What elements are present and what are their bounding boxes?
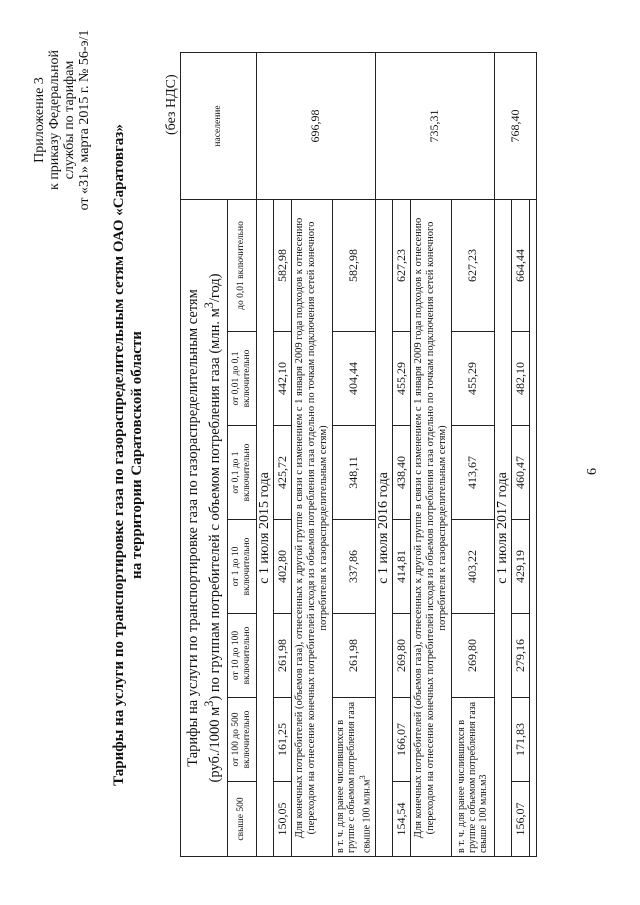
main-header-line-1: Тарифы на услуги по транспортировке газа по газораспределительным сетям [185,289,201,767]
tariff-value: 269,80 [392,614,410,698]
period-label: с 1 июля 2015 года [256,199,273,856]
tariff-value: 161,25 [273,698,291,782]
tariff-value: 429,19 [511,520,529,614]
column-header: от 1 до 10 включительно [227,520,256,614]
tariff-value: 156,07 [511,782,529,857]
vat-note: (без НДС) [164,74,179,135]
subgroup-value: 261,98 [332,614,375,698]
main-header-text: ) по группам потребителей с объемом потребления газа (млн. м [206,308,223,701]
population-value: 696,98 [256,52,375,199]
main-header-line-2 [201,206,223,850]
tariff-value: 627,23 [392,199,410,331]
title-line-2: на территории Саратовской области [129,331,145,579]
document-title [110,35,146,875]
subgroup-value: 337,86 [332,520,375,614]
column-header: от 0,1 до 1 включительно [227,426,256,520]
column-header: от 0,01 до 0,1 включительно [227,332,256,426]
tariff-value: 664,44 [511,199,529,331]
superscript: 3 [202,302,216,309]
tariff-value: 261,98 [273,614,291,698]
subgroup-label-text: в т. ч. для ранее числившихся в группе с объемом потребления газа свыше 100 млн.м3 [456,701,490,853]
main-header-text: (руб./1000 м [206,706,223,783]
superscript: 3 [202,700,216,707]
column-header: от 100 до 500 включительно [227,698,256,782]
appendix-line: службы по тарифам [62,60,77,180]
subgroup-value: 404,44 [332,332,375,426]
tariff-value: 482,10 [511,332,529,426]
subgroup-label [332,698,375,857]
tariff-value: 150,05 [273,782,291,857]
population-header: население [181,52,257,199]
document-rotated [10,15,630,895]
subgroup-value: 348,11 [332,426,375,520]
period-label: с 1 июля 2017 года [494,199,511,856]
empty-row [529,199,536,856]
population-value: 735,31 [375,52,494,199]
tariff-value: 582,98 [273,199,291,331]
tariff-value: 438,40 [392,426,410,520]
tariff-value: 171,83 [511,698,529,782]
appendix-line: от «31» марта 2015 г. № 56-э/1 [77,29,92,211]
tariff-value: 166,07 [392,698,410,782]
superscript: 3 [358,775,368,780]
tariff-value: 154,54 [392,782,410,857]
subgroup-value: 582,98 [332,199,375,331]
tariff-value: 279,16 [511,614,529,698]
appendix-line: к приказу Федеральной [47,50,62,190]
appendix-line: Приложение 3 [32,77,47,163]
population-value: 768,40 [494,52,536,199]
main-header-text: /год) [206,273,223,303]
tariff-value: 460,47 [511,426,529,520]
tariff-value: 414,81 [392,520,410,614]
title-line-1: Тарифы на услуги по транспортировке газа по газораспределительным сетям ОАО «Саратовгаз» [111,124,127,786]
page-number: 6 [585,468,600,475]
column-header: свыше 500 [227,782,256,857]
column-header: до 0,01 включительно [227,199,256,331]
subgroup-value: 455,29 [451,332,494,426]
tariff-value: 425,72 [273,426,291,520]
period-label: с 1 июля 2016 года [375,199,392,856]
subgroup-label-text: в т. ч. для ранее числившихся в группе с объемом потребления газа свыше 100 млн.м [335,701,373,853]
reclassification-note: Для конечных потребителей (объемов газа), отнесенных к другой группе в связи с изменением с 1 января 2009 года подходов к отнесению (переходом на отнесение конечных потребителей исходя из объемов потребления газа отдельно по точкам подключения сетей конечного потребителя к газораспределительным сетям) [291,199,332,856]
tariff-value: 455,29 [392,332,410,426]
subgroup-value: 403,22 [451,520,494,614]
reclassification-note: Для конечных потребителей (объемов газа), отнесенных к другой группе в связи с изменением с 1 января 2009 года подходов к отнесению (переходом на отнесение конечных потребителей исходя из объемов потребления газа отдельно по точкам подключения сетей конечного потребителя к газораспределительным сетям) [410,199,451,856]
tariff-value: 442,10 [273,332,291,426]
tariff-value: 402,80 [273,520,291,614]
column-header: от 10 до 100 включительно [227,614,256,698]
appendix-reference [32,25,92,215]
subgroup-value: 413,67 [451,426,494,520]
tariff-table [180,52,537,857]
main-header [181,199,228,856]
subgroup-value: 269,80 [451,614,494,698]
subgroup-value: 627,23 [451,199,494,331]
subgroup-label [451,698,494,857]
